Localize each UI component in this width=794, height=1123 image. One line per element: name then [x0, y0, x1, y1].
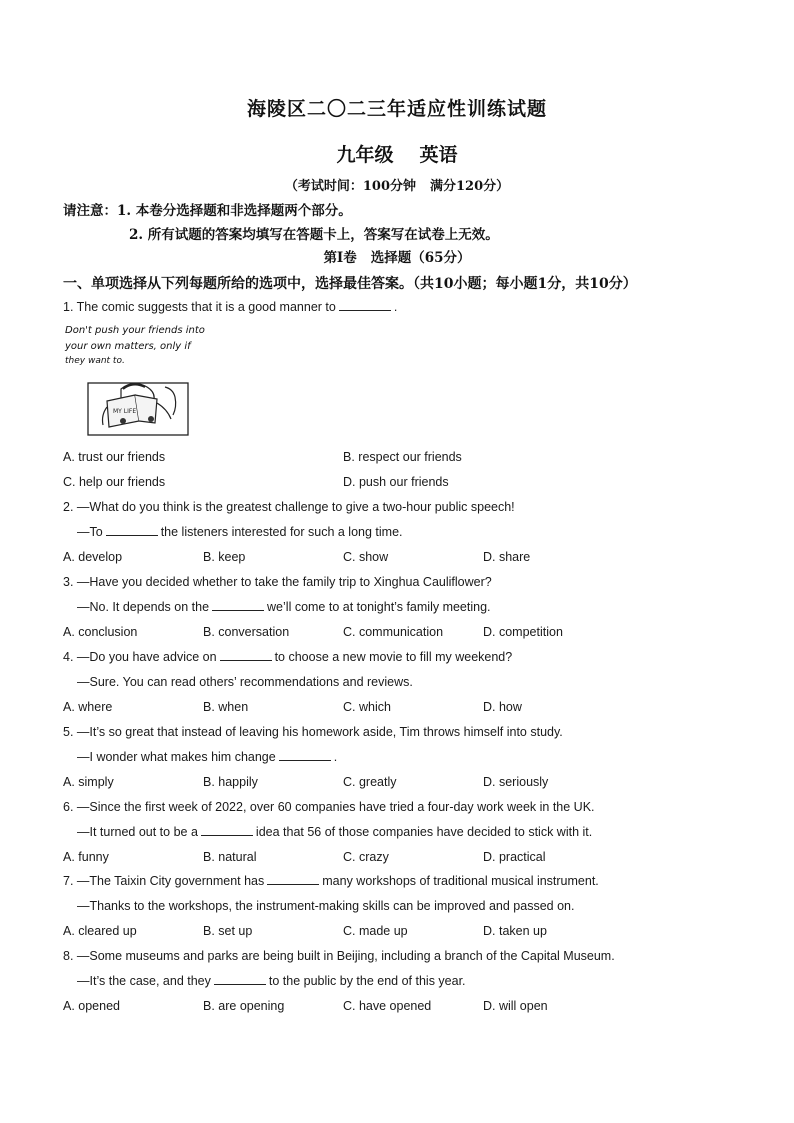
question-8-line-2	[77, 974, 466, 988]
comic-book-text: MY LIFE	[113, 408, 137, 415]
exam-title: 海陵区二〇二三年适应性训练试题	[246, 98, 547, 120]
q2-option-c: C. show	[343, 550, 389, 564]
question-text: to the public by the end of this year.	[268, 974, 466, 988]
q1-option-c: C. help our friends	[63, 475, 166, 489]
q6-option-a: A. funny	[63, 850, 109, 864]
q7-option-c: C. made up	[343, 924, 408, 938]
notice-line-1	[63, 199, 352, 219]
answer-blank	[267, 874, 319, 885]
q1-option-d: D. push our friends	[343, 475, 449, 489]
q7-option-a: A. cleared up	[63, 924, 137, 938]
question-text: idea that 56 of those companies have decided to stick with it.	[255, 825, 593, 839]
question-3-line-2	[77, 600, 491, 614]
question-text: to choose a new movie to fill my weekend?	[274, 650, 513, 664]
question-6-line-1: 6. —Since the first week of 2022, over 60 companies have tried a four-day work week in the UK.	[63, 800, 595, 814]
q6-option-b: B. natural	[203, 850, 257, 864]
q1-option-a: A. trust our friends	[63, 450, 166, 464]
question-text: 4. —Do you have advice on	[63, 650, 217, 664]
comic-drawing	[63, 323, 203, 441]
question-4-line-1	[63, 650, 512, 664]
grade-label: 九年级	[336, 144, 394, 166]
question-6-line-2	[77, 825, 592, 839]
q5-option-b: B. happily	[203, 775, 258, 789]
q3-option-d: D. competition	[483, 625, 563, 639]
q8-option-d: D. will open	[483, 999, 548, 1013]
section-title: 一、单项选择从下列每题所给的选项中，选择最佳答案。（共10小题；每小题1分，共10分）	[63, 276, 637, 292]
time-text: （考试时间：100分钟	[284, 179, 416, 194]
q8-option-c: C. have opened	[343, 999, 432, 1013]
q2-option-d: D. share	[483, 550, 531, 564]
answer-blank	[214, 974, 266, 985]
q4-option-a: A. where	[63, 700, 113, 714]
notice-item-1: 1. 本卷分选择题和非选择题两个部分。	[117, 203, 352, 219]
q5-option-a: A. simply	[63, 775, 114, 789]
question-text: —No. It depends on the	[77, 600, 210, 614]
q4-option-b: B. when	[203, 700, 249, 714]
part-heading	[0, 246, 794, 266]
q5-option-d: D. seriously	[483, 775, 549, 789]
question-8-line-1: 8. —Some museums and parks are being built in Beijing, including a branch of the Capital Museum.	[63, 949, 615, 963]
question-7-line-1	[63, 874, 599, 888]
comic-caption-line-2: your own matters, only if	[65, 341, 191, 352]
question-text: 1. The comic suggests that it is a good manner to	[63, 300, 336, 314]
q2-option-a: A. develop	[63, 550, 123, 564]
question-text: we’ll come to at tonight’s family meeting.	[267, 600, 491, 614]
question-7-line-2: —Thanks to the workshops, the instrument-making skills can be improved and passed on.	[77, 899, 575, 913]
part-title: 选择题（65分）	[370, 250, 471, 266]
question-5-line-2	[77, 750, 337, 764]
question-text: —It’s the case, and they	[77, 974, 211, 988]
q1-option-b: B. respect our friends	[343, 450, 462, 464]
question-text: —I wonder what makes him change	[77, 750, 276, 764]
part-name: 第Ⅰ卷	[323, 250, 357, 266]
question-text: .	[393, 300, 398, 314]
q7-option-d: D. taken up	[483, 924, 547, 938]
answer-blank	[220, 650, 272, 661]
question-2-line-1: 2. —What do you think is the greatest challenge to give a two-hour public speech!	[63, 500, 515, 514]
score-text: 满分120分）	[430, 179, 510, 194]
question-4-line-2: —Sure. You can read others’ recommendations and reviews.	[77, 675, 413, 689]
question-1-stem	[63, 300, 397, 314]
comic-image	[63, 323, 203, 441]
answer-blank	[279, 750, 331, 761]
subject-label: 英语	[419, 144, 458, 166]
q2-option-b: B. keep	[203, 550, 246, 564]
q6-option-d: D. practical	[483, 850, 546, 864]
notice-label: 请注意：	[63, 203, 117, 219]
q4-option-c: C. which	[343, 700, 391, 714]
answer-blank	[339, 300, 391, 311]
question-text: the listeners interested for such a long time.	[160, 525, 403, 539]
question-text: .	[333, 750, 338, 764]
q3-option-b: B. conversation	[203, 625, 290, 639]
answer-blank	[212, 600, 264, 611]
q5-option-c: C. greatly	[343, 775, 397, 789]
question-text: —It turned out to be a	[77, 825, 198, 839]
question-text: —To	[77, 525, 103, 539]
answer-blank	[201, 825, 253, 836]
q4-option-d: D. how	[483, 700, 522, 714]
comic-caption-line-3: they want to.	[65, 356, 125, 366]
question-text: many workshops of traditional musical instrument.	[322, 874, 599, 888]
q6-option-c: C. crazy	[343, 850, 389, 864]
q8-option-a: A. opened	[63, 999, 120, 1013]
q3-option-a: A. conclusion	[63, 625, 138, 639]
notice-item-2: 2. 所有试题的答案均填写在答题卡上，答案写在试卷上无效。	[129, 227, 499, 243]
answer-blank	[106, 525, 158, 536]
question-text: 7. —The Taixin City government has	[63, 874, 265, 888]
question-3-line-1: 3. —Have you decided whether to take the family trip to Xinghua Cauliflower?	[63, 575, 492, 589]
comic-caption-line-1: Don't push your friends into	[65, 325, 205, 336]
q8-option-b: B. are opening	[203, 999, 285, 1013]
exam-time-info	[0, 175, 794, 194]
grade-subject	[0, 140, 794, 167]
q3-option-c: C. communication	[343, 625, 444, 639]
question-5-line-1: 5. —It’s so great that instead of leaving his homework aside, Tim throws himself into study.	[63, 725, 563, 739]
q7-option-b: B. set up	[203, 924, 253, 938]
question-2-line-2	[77, 525, 403, 539]
